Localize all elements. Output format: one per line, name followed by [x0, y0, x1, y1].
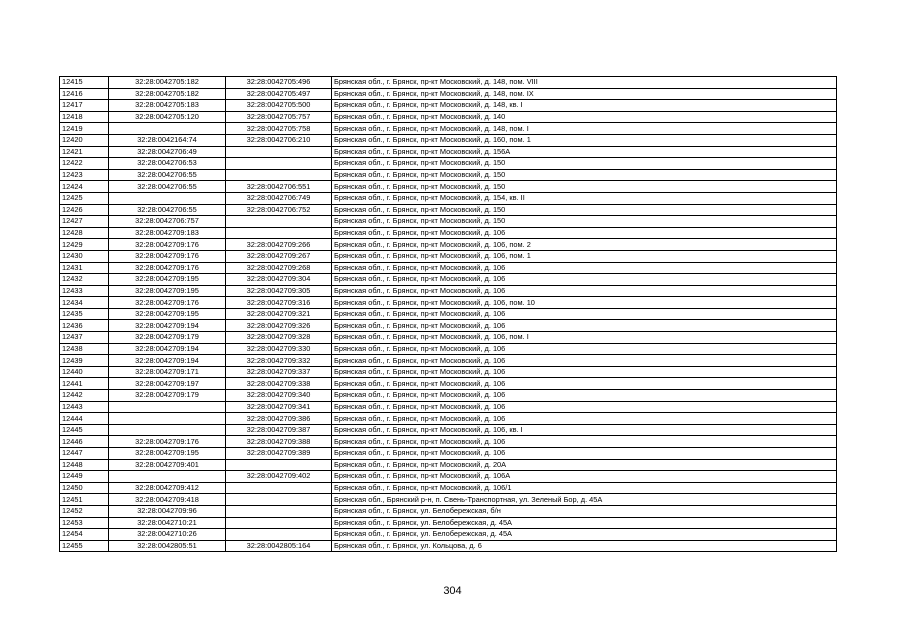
address-cell: Брянская обл., г. Брянск, пр-кт Московский, д. 106 — [332, 378, 837, 390]
row-number-cell: 12425 — [60, 192, 109, 204]
parcel-number-cell: 32:28:0042709:195 — [109, 448, 226, 460]
row-number-cell: 12442 — [60, 390, 109, 402]
table-row — [60, 204, 837, 216]
address-cell: Брянская обл., г. Брянск, пр-кт Московский, д. 154, кв. II — [332, 192, 837, 204]
address-cell: Брянская обл., г. Брянск, пр-кт Московский, д. 106, кв. I — [332, 424, 837, 436]
parcel-number-cell: 32:28:0042705:120 — [109, 111, 226, 123]
building-number-cell: 32:28:0042706:749 — [226, 192, 332, 204]
row-number-cell: 12427 — [60, 216, 109, 228]
row-number-cell: 12429 — [60, 239, 109, 251]
table-row — [60, 366, 837, 378]
cadastral-registry-table — [59, 76, 837, 552]
address-cell: Брянская обл., г. Брянск, пр-кт Московский, д. 106, пом. 1 — [332, 250, 837, 262]
address-cell: Брянская обл., г. Брянск, ул. Кольцова, д. 6 — [332, 540, 837, 552]
address-cell: Брянская обл., г. Брянск, пр-кт Московский, д. 160, пом. 1 — [332, 134, 837, 146]
row-number-cell: 12439 — [60, 355, 109, 367]
table-row — [60, 262, 837, 274]
address-cell: Брянская обл., г. Брянск, пр-кт Московский, д. 106 — [332, 355, 837, 367]
table-row — [60, 308, 837, 320]
row-number-cell: 12434 — [60, 297, 109, 309]
building-number-cell: 32:28:0042705:500 — [226, 100, 332, 112]
parcel-number-cell: 32:28:0042710:26 — [109, 529, 226, 541]
building-number-cell: 32:28:0042709:386 — [226, 413, 332, 425]
building-number-cell: 32:28:0042705:757 — [226, 111, 332, 123]
table-row — [60, 239, 837, 251]
address-cell: Брянская обл., г. Брянск, пр-кт Московский, д. 106 — [332, 320, 837, 332]
row-number-cell: 12452 — [60, 505, 109, 517]
building-number-cell: 32:28:0042705:497 — [226, 88, 332, 100]
row-number-cell: 12453 — [60, 517, 109, 529]
address-cell: Брянская обл., г. Брянск, пр-кт Московский, д. 140 — [332, 111, 837, 123]
building-number-cell: 32:28:0042709:340 — [226, 390, 332, 402]
row-number-cell: 12437 — [60, 332, 109, 344]
row-number-cell: 12417 — [60, 100, 109, 112]
address-cell: Брянская обл., г. Брянск, пр-кт Московский, д. 156А — [332, 146, 837, 158]
address-cell: Брянская обл., г. Брянск, пр-кт Московский, д. 106, пом. 10 — [332, 297, 837, 309]
table-row — [60, 424, 837, 436]
table-row — [60, 134, 837, 146]
building-number-cell — [226, 459, 332, 471]
building-number-cell: 32:28:0042709:338 — [226, 378, 332, 390]
building-number-cell: 32:28:0042709:304 — [226, 274, 332, 286]
address-cell: Брянская обл., г. Брянск, пр-кт Московский, д. 106 — [332, 227, 837, 239]
table-row — [60, 285, 837, 297]
building-number-cell: 32:28:0042709:388 — [226, 436, 332, 448]
parcel-number-cell — [109, 471, 226, 483]
address-cell: Брянская обл., г. Брянск, пр-кт Московский, д. 106 — [332, 285, 837, 297]
building-number-cell: 32:28:0042709:387 — [226, 424, 332, 436]
building-number-cell — [226, 517, 332, 529]
parcel-number-cell: 32:28:0042709:401 — [109, 459, 226, 471]
row-number-cell: 12431 — [60, 262, 109, 274]
address-cell: Брянская обл., г. Брянск, пр-кт Московский, д. 106 — [332, 390, 837, 402]
building-number-cell: 32:28:0042706:210 — [226, 134, 332, 146]
table-row — [60, 517, 837, 529]
page-number: 304 — [443, 585, 462, 597]
building-number-cell: 32:28:0042705:758 — [226, 123, 332, 135]
address-cell: Брянская обл., г. Брянск, пр-кт Московский, д. 106 — [332, 366, 837, 378]
parcel-number-cell — [109, 192, 226, 204]
table-row — [60, 111, 837, 123]
address-cell: Брянская обл., г. Брянск, ул. Белобережская, д. 45А — [332, 517, 837, 529]
table-row — [60, 343, 837, 355]
parcel-number-cell: 32:28:0042709:194 — [109, 355, 226, 367]
parcel-number-cell: 32:28:0042706:49 — [109, 146, 226, 158]
parcel-number-cell: 32:28:0042709:195 — [109, 308, 226, 320]
row-number-cell: 12433 — [60, 285, 109, 297]
building-number-cell: 32:28:0042709:389 — [226, 448, 332, 460]
table-row — [60, 378, 837, 390]
row-number-cell: 12441 — [60, 378, 109, 390]
building-number-cell — [226, 529, 332, 541]
parcel-number-cell — [109, 413, 226, 425]
row-number-cell: 12424 — [60, 181, 109, 193]
address-cell: Брянская обл., г. Брянск, пр-кт Московский, д. 150 — [332, 181, 837, 193]
building-number-cell — [226, 505, 332, 517]
address-cell: Брянская обл., г. Брянск, пр-кт Московский, д. 150 — [332, 169, 837, 181]
parcel-number-cell: 32:28:0042706:55 — [109, 181, 226, 193]
row-number-cell: 12447 — [60, 448, 109, 460]
building-number-cell: 32:28:0042706:752 — [226, 204, 332, 216]
address-cell: Брянская обл., г. Брянск, пр-кт Московский, д. 106 — [332, 413, 837, 425]
address-cell: Брянская обл., г. Брянск, пр-кт Московский, д. 150 — [332, 216, 837, 228]
table-row — [60, 482, 837, 494]
row-number-cell: 12448 — [60, 459, 109, 471]
row-number-cell: 12451 — [60, 494, 109, 506]
parcel-number-cell: 32:28:0042709:194 — [109, 320, 226, 332]
row-number-cell: 12423 — [60, 169, 109, 181]
row-number-cell: 12419 — [60, 123, 109, 135]
building-number-cell: 32:28:0042709:330 — [226, 343, 332, 355]
building-number-cell: 32:28:0042709:321 — [226, 308, 332, 320]
building-number-cell — [226, 169, 332, 181]
parcel-number-cell: 32:28:0042164:74 — [109, 134, 226, 146]
address-cell: Брянская обл., г. Брянск, пр-кт Московский, д. 106 — [332, 401, 837, 413]
address-cell: Брянская обл., г. Брянск, ул. Белобережская, б/н — [332, 505, 837, 517]
table-row — [60, 216, 837, 228]
row-number-cell: 12428 — [60, 227, 109, 239]
table-row — [60, 250, 837, 262]
row-number-cell: 12418 — [60, 111, 109, 123]
table-row — [60, 181, 837, 193]
address-cell: Брянская обл., г. Брянск, пр-кт Московский, д. 106 — [332, 436, 837, 448]
registry-table-body — [60, 77, 837, 552]
address-cell: Брянская обл., г. Брянск, пр-кт Московский, д. 20А — [332, 459, 837, 471]
building-number-cell — [226, 482, 332, 494]
parcel-number-cell: 32:28:0042709:179 — [109, 332, 226, 344]
building-number-cell: 32:28:0042709:268 — [226, 262, 332, 274]
row-number-cell: 12430 — [60, 250, 109, 262]
parcel-number-cell — [109, 424, 226, 436]
parcel-number-cell: 32:28:0042709:412 — [109, 482, 226, 494]
table-row — [60, 100, 837, 112]
address-cell: Брянская обл., г. Брянск, пр-кт Московский, д. 148, пом. VIII — [332, 77, 837, 89]
building-number-cell: 32:28:0042709:326 — [226, 320, 332, 332]
table-row — [60, 146, 837, 158]
parcel-number-cell: 32:28:0042709:179 — [109, 390, 226, 402]
table-row — [60, 401, 837, 413]
table-row — [60, 192, 837, 204]
row-number-cell: 12445 — [60, 424, 109, 436]
parcel-number-cell: 32:28:0042706:55 — [109, 169, 226, 181]
row-number-cell: 12432 — [60, 274, 109, 286]
parcel-number-cell: 32:28:0042709:176 — [109, 250, 226, 262]
parcel-number-cell: 32:28:0042709:195 — [109, 285, 226, 297]
address-cell: Брянская обл., г. Брянск, пр-кт Московский, д. 106/1 — [332, 482, 837, 494]
table-row — [60, 169, 837, 181]
table-row — [60, 413, 837, 425]
row-number-cell: 12446 — [60, 436, 109, 448]
building-number-cell: 32:28:0042709:305 — [226, 285, 332, 297]
address-cell: Брянская обл., г. Брянск, пр-кт Московский, д. 106 — [332, 448, 837, 460]
building-number-cell: 32:28:0042709:266 — [226, 239, 332, 251]
parcel-number-cell: 32:28:0042706:53 — [109, 158, 226, 170]
parcel-number-cell: 32:28:0042709:96 — [109, 505, 226, 517]
address-cell: Брянская обл., г. Брянск, пр-кт Московский, д. 106 — [332, 262, 837, 274]
parcel-number-cell — [109, 401, 226, 413]
parcel-number-cell: 32:28:0042706:757 — [109, 216, 226, 228]
address-cell: Брянская обл., г. Брянск, пр-кт Московский, д. 106 — [332, 343, 837, 355]
table-row — [60, 505, 837, 517]
building-number-cell: 32:28:0042709:267 — [226, 250, 332, 262]
row-number-cell: 12435 — [60, 308, 109, 320]
table-row — [60, 448, 837, 460]
row-number-cell: 12449 — [60, 471, 109, 483]
parcel-number-cell: 32:28:0042709:176 — [109, 297, 226, 309]
parcel-number-cell — [109, 123, 226, 135]
row-number-cell: 12416 — [60, 88, 109, 100]
parcel-number-cell: 32:28:0042709:195 — [109, 274, 226, 286]
address-cell: Брянская обл., г. Брянск, пр-кт Московский, д. 106А — [332, 471, 837, 483]
building-number-cell — [226, 216, 332, 228]
building-number-cell — [226, 227, 332, 239]
table-row — [60, 88, 837, 100]
row-number-cell: 12422 — [60, 158, 109, 170]
parcel-number-cell: 32:28:0042709:176 — [109, 239, 226, 251]
parcel-number-cell: 32:28:0042709:176 — [109, 436, 226, 448]
building-number-cell: 32:28:0042709:332 — [226, 355, 332, 367]
table-row — [60, 274, 837, 286]
building-number-cell: 32:28:0042709:328 — [226, 332, 332, 344]
row-number-cell: 12415 — [60, 77, 109, 89]
table-row — [60, 320, 837, 332]
row-number-cell: 12421 — [60, 146, 109, 158]
table-row — [60, 158, 837, 170]
building-number-cell — [226, 158, 332, 170]
row-number-cell: 12420 — [60, 134, 109, 146]
table-row — [60, 540, 837, 552]
building-number-cell: 32:28:0042805:164 — [226, 540, 332, 552]
address-cell: Брянская обл., г. Брянск, пр-кт Московский, д. 150 — [332, 158, 837, 170]
address-cell: Брянская обл., г. Брянск, пр-кт Московский, д. 148, пом. I — [332, 123, 837, 135]
table-row — [60, 436, 837, 448]
table-row — [60, 471, 837, 483]
address-cell: Брянская обл., Брянский р-н, п. Свень-Транспортная, ул. Зеленый Бор, д. 45А — [332, 494, 837, 506]
parcel-number-cell: 32:28:0042709:194 — [109, 343, 226, 355]
row-number-cell: 12454 — [60, 529, 109, 541]
table-row — [60, 355, 837, 367]
table-row — [60, 529, 837, 541]
parcel-number-cell: 32:28:0042709:176 — [109, 262, 226, 274]
building-number-cell — [226, 494, 332, 506]
parcel-number-cell: 32:28:0042709:171 — [109, 366, 226, 378]
parcel-number-cell: 32:28:0042709:197 — [109, 378, 226, 390]
parcel-number-cell: 32:28:0042710:21 — [109, 517, 226, 529]
address-cell: Брянская обл., г. Брянск, пр-кт Московский, д. 106, пом. 2 — [332, 239, 837, 251]
address-cell: Брянская обл., г. Брянск, пр-кт Московский, д. 106 — [332, 274, 837, 286]
table-row — [60, 297, 837, 309]
table-row — [60, 390, 837, 402]
row-number-cell: 12440 — [60, 366, 109, 378]
row-number-cell: 12444 — [60, 413, 109, 425]
parcel-number-cell: 32:28:0042706:55 — [109, 204, 226, 216]
parcel-number-cell: 32:28:0042705:182 — [109, 88, 226, 100]
parcel-number-cell: 32:28:0042805:51 — [109, 540, 226, 552]
building-number-cell: 32:28:0042709:402 — [226, 471, 332, 483]
building-number-cell: 32:28:0042709:341 — [226, 401, 332, 413]
parcel-number-cell: 32:28:0042709:183 — [109, 227, 226, 239]
address-cell: Брянская обл., г. Брянск, пр-кт Московский, д. 106, пом. I — [332, 332, 837, 344]
table-row — [60, 459, 837, 471]
address-cell: Брянская обл., г. Брянск, пр-кт Московский, д. 106 — [332, 308, 837, 320]
parcel-number-cell: 32:28:0042709:418 — [109, 494, 226, 506]
building-number-cell — [226, 146, 332, 158]
building-number-cell: 32:28:0042709:337 — [226, 366, 332, 378]
row-number-cell: 12436 — [60, 320, 109, 332]
building-number-cell: 32:28:0042709:316 — [226, 297, 332, 309]
table-row — [60, 227, 837, 239]
parcel-number-cell: 32:28:0042705:183 — [109, 100, 226, 112]
building-number-cell: 32:28:0042706:551 — [226, 181, 332, 193]
row-number-cell: 12426 — [60, 204, 109, 216]
parcel-number-cell: 32:28:0042705:182 — [109, 77, 226, 89]
building-number-cell: 32:28:0042705:496 — [226, 77, 332, 89]
address-cell: Брянская обл., г. Брянск, пр-кт Московский, д. 148, пом. IX — [332, 88, 837, 100]
row-number-cell: 12450 — [60, 482, 109, 494]
table-row — [60, 332, 837, 344]
address-cell: Брянская обл., г. Брянск, ул. Белобережская, д. 45А — [332, 529, 837, 541]
row-number-cell: 12455 — [60, 540, 109, 552]
address-cell: Брянская обл., г. Брянск, пр-кт Московский, д. 148, кв. I — [332, 100, 837, 112]
row-number-cell: 12438 — [60, 343, 109, 355]
table-row — [60, 494, 837, 506]
address-cell: Брянская обл., г. Брянск, пр-кт Московский, д. 150 — [332, 204, 837, 216]
row-number-cell: 12443 — [60, 401, 109, 413]
table-row — [60, 77, 837, 89]
table-row — [60, 123, 837, 135]
